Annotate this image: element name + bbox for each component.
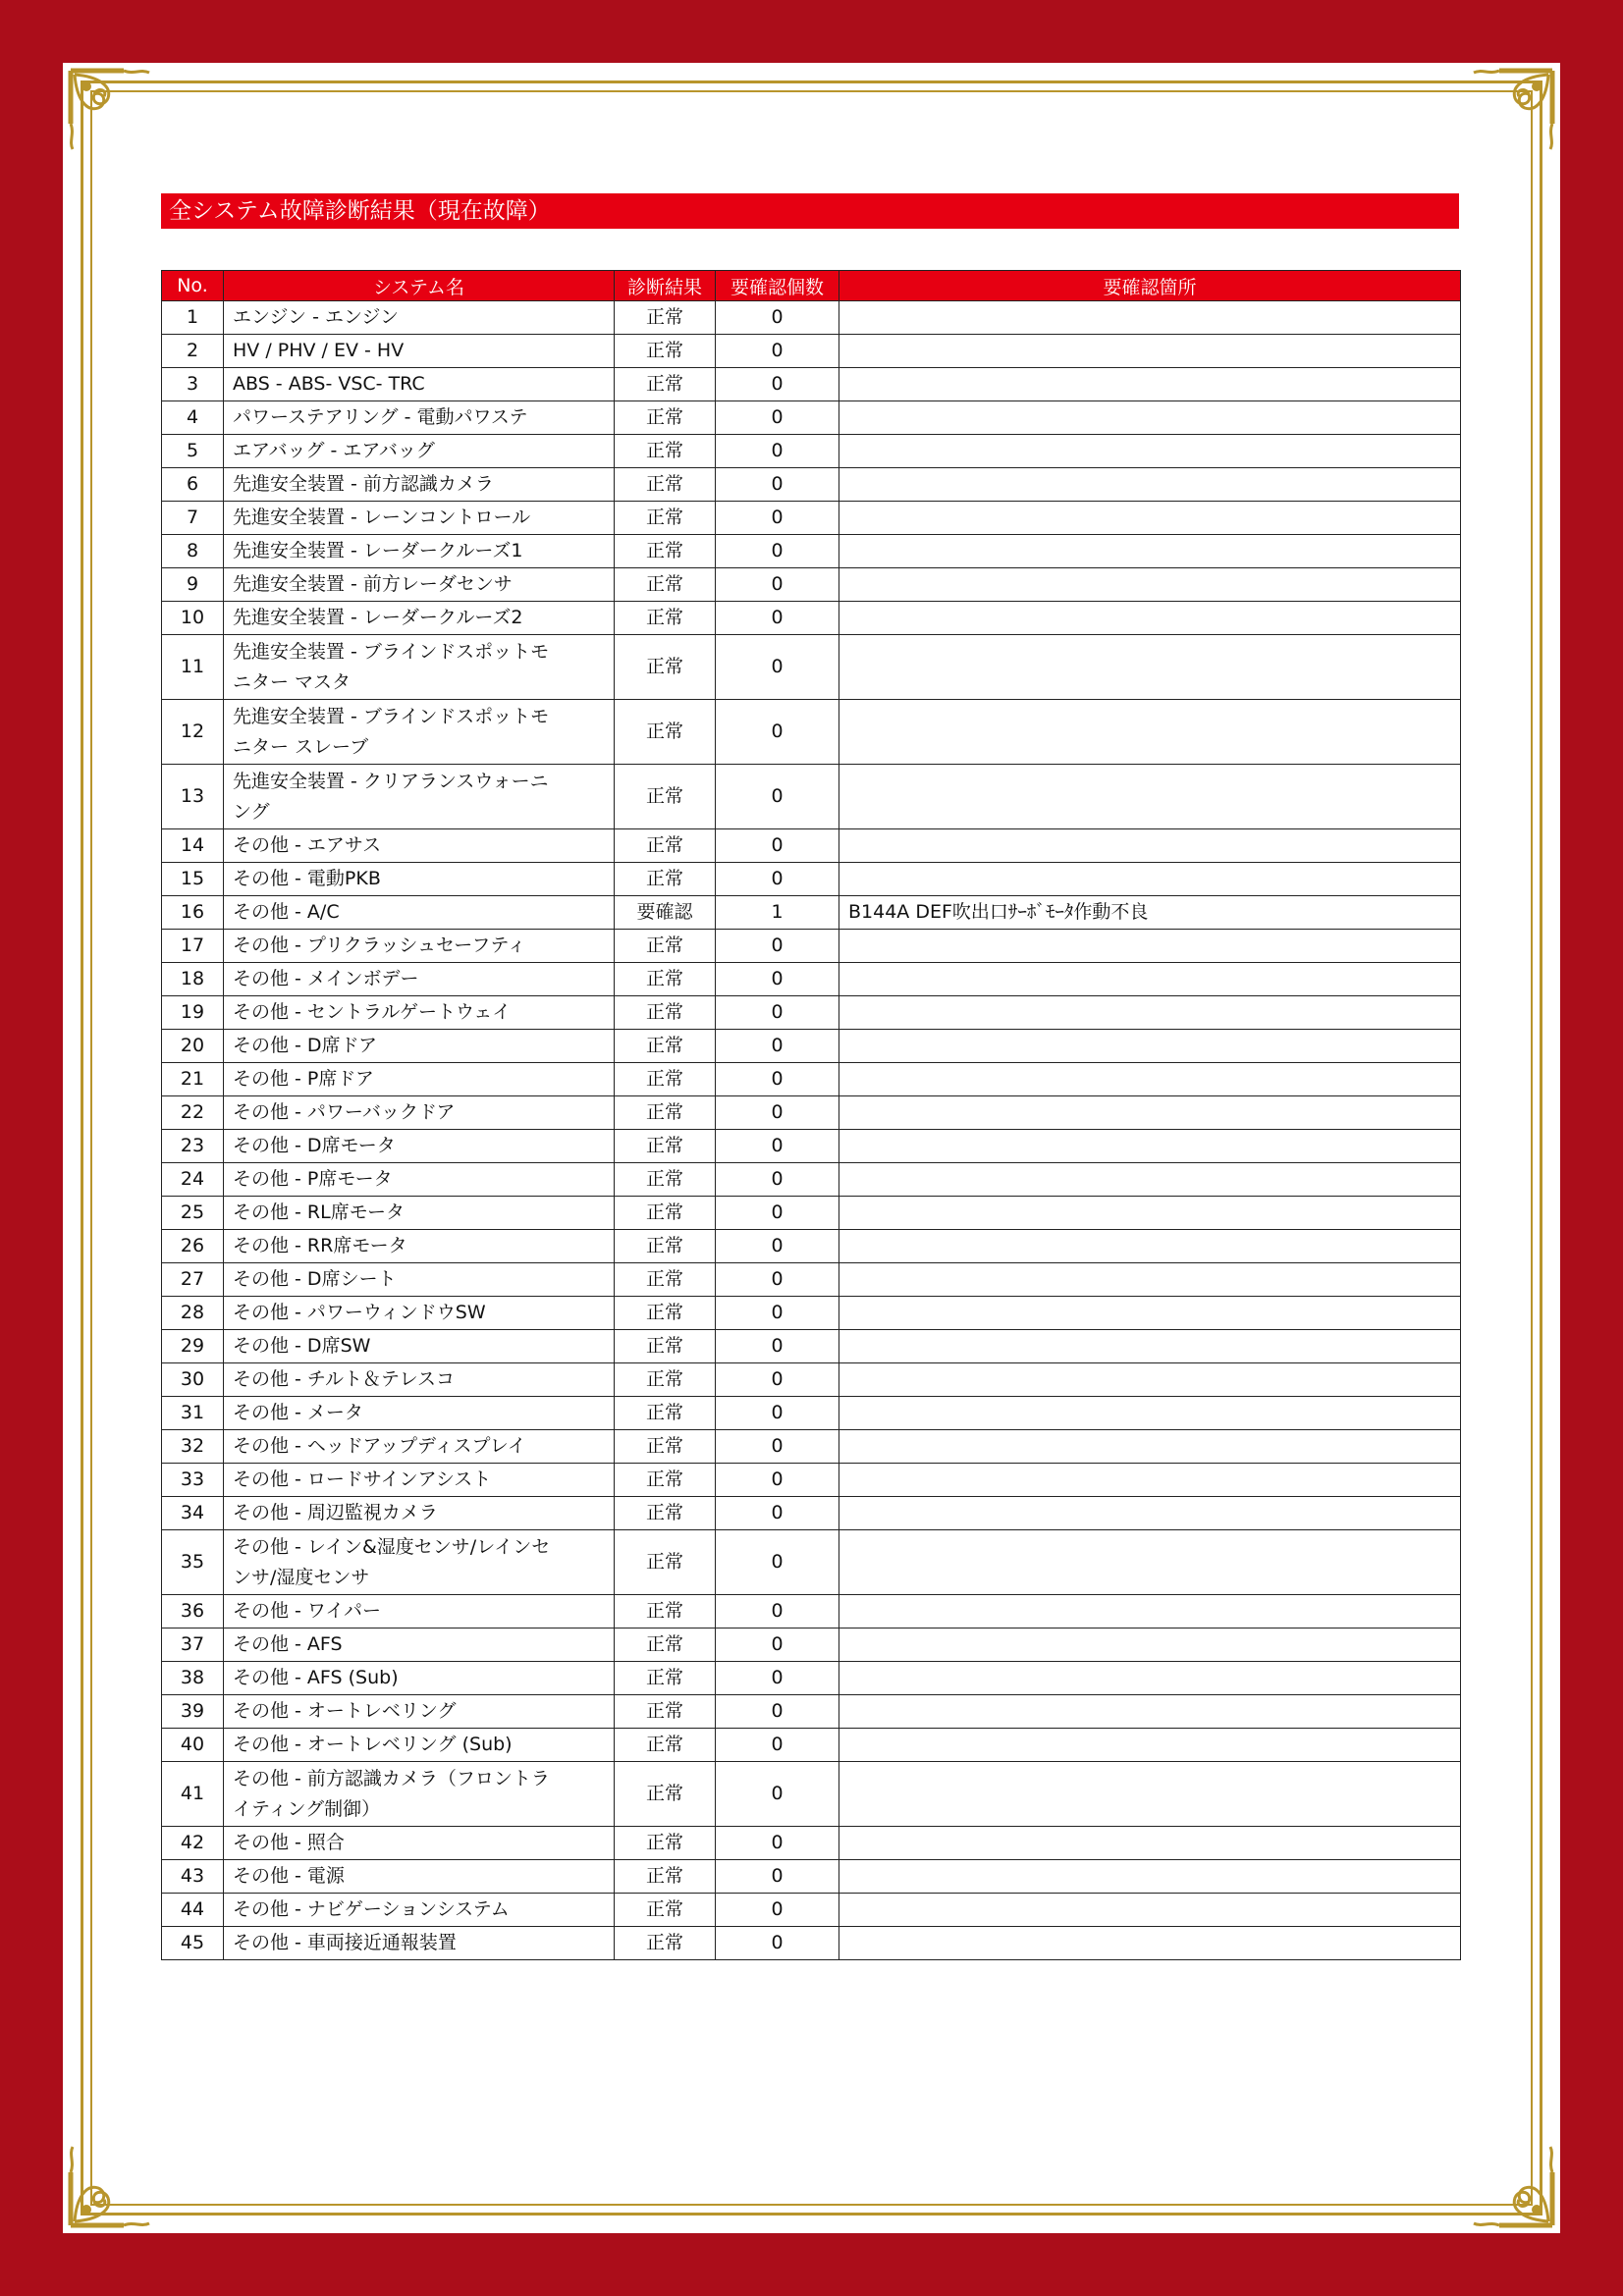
- row-result: 正常: [615, 1860, 716, 1894]
- row-result: 正常: [615, 963, 716, 996]
- header-check-location: 要確認箇所: [839, 271, 1461, 301]
- row-system-name: その他 - 周辺監視カメラ: [224, 1497, 615, 1530]
- row-check-count: 0: [716, 1662, 839, 1695]
- ornament-corner-icon: [65, 65, 153, 153]
- row-system-name-line2: ニター マスタ: [233, 670, 352, 693]
- row-result: 正常: [615, 1330, 716, 1363]
- table-row: [162, 435, 1461, 468]
- row-no: 33: [162, 1464, 224, 1497]
- table-row: [162, 1430, 1461, 1464]
- row-check-count: 0: [716, 1530, 839, 1595]
- row-check-location: [839, 1430, 1461, 1464]
- row-system-name-line1: 先進安全装置 - ブラインドスポットモ: [233, 640, 550, 663]
- table-body: [162, 301, 1461, 1960]
- row-result: 正常: [615, 1530, 716, 1595]
- row-result: 正常: [615, 863, 716, 896]
- row-check-location: [839, 1762, 1461, 1827]
- row-result: 正常: [615, 502, 716, 535]
- row-no: 21: [162, 1063, 224, 1096]
- row-system-name: その他 - D席SW: [224, 1330, 615, 1363]
- row-result: 要確認: [615, 896, 716, 930]
- row-check-count: 0: [716, 435, 839, 468]
- row-check-count: 0: [716, 1130, 839, 1163]
- row-system-name: 先進安全装置 - 前方認識カメラ: [224, 468, 615, 502]
- row-system-name: エンジン - エンジン: [224, 301, 615, 335]
- row-result: 正常: [615, 1762, 716, 1827]
- row-no: 20: [162, 1030, 224, 1063]
- row-result: 正常: [615, 401, 716, 435]
- row-system-name: その他 - 照合: [224, 1827, 615, 1860]
- table-row: [162, 335, 1461, 368]
- row-no: 35: [162, 1530, 224, 1595]
- row-check-count: 0: [716, 468, 839, 502]
- row-result: 正常: [615, 301, 716, 335]
- row-check-count: 0: [716, 1163, 839, 1197]
- row-check-location: [839, 568, 1461, 602]
- row-check-location: [839, 1827, 1461, 1860]
- row-check-count: 0: [716, 535, 839, 568]
- row-system-name: その他 - セントラルゲートウェイ: [224, 996, 615, 1030]
- row-no: 10: [162, 602, 224, 635]
- row-check-count: 0: [716, 401, 839, 435]
- row-no: 41: [162, 1762, 224, 1827]
- table-row: [162, 1595, 1461, 1629]
- ornament-corner-icon: [1470, 65, 1558, 153]
- row-result: 正常: [615, 700, 716, 765]
- row-check-count: 0: [716, 1695, 839, 1729]
- table-row: [162, 602, 1461, 635]
- row-no: 1: [162, 301, 224, 335]
- row-check-count: 0: [716, 1230, 839, 1263]
- table-header-row: [162, 271, 1461, 301]
- row-check-count: 0: [716, 1894, 839, 1927]
- row-system-name: その他 - P席ドア: [224, 1063, 615, 1096]
- row-check-count: 0: [716, 829, 839, 863]
- table-row: [162, 896, 1461, 930]
- row-system-name: HV / PHV / EV - HV: [224, 335, 615, 368]
- row-system-name: その他 - D席モータ: [224, 1130, 615, 1163]
- table-row: [162, 1063, 1461, 1096]
- row-result: 正常: [615, 1497, 716, 1530]
- row-check-count: 0: [716, 1263, 839, 1297]
- row-no: 43: [162, 1860, 224, 1894]
- table-row: [162, 1096, 1461, 1130]
- table-row: [162, 1729, 1461, 1762]
- row-system-name-line2: ング: [233, 800, 270, 823]
- row-system-name-line2: ンサ/湿度センサ: [233, 1566, 370, 1588]
- row-system-name: その他 - RL席モータ: [224, 1197, 615, 1230]
- row-result: 正常: [615, 829, 716, 863]
- row-check-location: [839, 1063, 1461, 1096]
- row-no: 5: [162, 435, 224, 468]
- row-system-name: その他 - ロードサインアシスト: [224, 1464, 615, 1497]
- row-check-count: 0: [716, 301, 839, 335]
- row-result: 正常: [615, 1263, 716, 1297]
- row-check-location: [839, 401, 1461, 435]
- row-check-count: 0: [716, 568, 839, 602]
- row-system-name: その他 - チルト＆テレスコ: [224, 1363, 615, 1397]
- table-row: [162, 1497, 1461, 1530]
- row-system-name: その他 - 車両接近通報装置: [224, 1927, 615, 1960]
- row-system-name-line1: 先進安全装置 - クリアランスウォーニ: [233, 770, 549, 792]
- table-row: [162, 930, 1461, 963]
- row-check-location: [839, 1530, 1461, 1595]
- table-row: [162, 963, 1461, 996]
- row-system-name: その他 - ナビゲーションシステム: [224, 1894, 615, 1927]
- row-no: 40: [162, 1729, 224, 1762]
- row-result: 正常: [615, 435, 716, 468]
- table-row: [162, 1827, 1461, 1860]
- row-system-name: [224, 1530, 615, 1595]
- row-result: 正常: [615, 635, 716, 700]
- row-system-name: その他 - パワーバックドア: [224, 1096, 615, 1130]
- row-no: 3: [162, 368, 224, 401]
- row-no: 29: [162, 1330, 224, 1363]
- row-check-location: [839, 1464, 1461, 1497]
- row-system-name: その他 - D席シート: [224, 1263, 615, 1297]
- table-row: [162, 1629, 1461, 1662]
- row-check-location: [839, 1197, 1461, 1230]
- row-check-location: [839, 1130, 1461, 1163]
- row-result: 正常: [615, 1595, 716, 1629]
- row-no: 12: [162, 700, 224, 765]
- row-no: 38: [162, 1662, 224, 1695]
- row-no: 15: [162, 863, 224, 896]
- row-check-location: [839, 1163, 1461, 1197]
- row-result: 正常: [615, 1197, 716, 1230]
- row-no: 42: [162, 1827, 224, 1860]
- row-no: 30: [162, 1363, 224, 1397]
- header-check-count: 要確認個数: [716, 271, 839, 301]
- row-check-location: [839, 1330, 1461, 1363]
- row-check-location: [839, 963, 1461, 996]
- table-row: [162, 700, 1461, 765]
- row-no: 39: [162, 1695, 224, 1729]
- row-no: 13: [162, 765, 224, 829]
- row-check-location: [839, 1297, 1461, 1330]
- row-no: 6: [162, 468, 224, 502]
- row-no: 45: [162, 1927, 224, 1960]
- row-check-location: [839, 1927, 1461, 1960]
- table-row: [162, 401, 1461, 435]
- row-check-location: [839, 930, 1461, 963]
- row-no: 26: [162, 1230, 224, 1263]
- row-check-count: 0: [716, 700, 839, 765]
- row-check-count: 0: [716, 1363, 839, 1397]
- row-check-location: [839, 335, 1461, 368]
- row-system-name-line1: 先進安全装置 - ブラインドスポットモ: [233, 705, 550, 727]
- row-system-name: その他 - オートレベリング: [224, 1695, 615, 1729]
- row-check-location: [839, 1629, 1461, 1662]
- table-row: [162, 1263, 1461, 1297]
- report-title: 全システム故障診断結果（現在故障）: [161, 193, 1459, 229]
- row-no: 25: [162, 1197, 224, 1230]
- row-system-name-line2: イティング制御）: [233, 1797, 381, 1820]
- row-no: 19: [162, 996, 224, 1030]
- row-check-count: 0: [716, 502, 839, 535]
- row-check-count: 0: [716, 863, 839, 896]
- row-check-location: B144A DEF吹出口ｻｰﾎﾞﾓｰﾀ作動不良: [839, 896, 1461, 930]
- row-system-name: 先進安全装置 - レーダークルーズ2: [224, 602, 615, 635]
- row-system-name: その他 - A/C: [224, 896, 615, 930]
- row-check-location: [839, 863, 1461, 896]
- row-system-name: [224, 635, 615, 700]
- row-no: 16: [162, 896, 224, 930]
- row-no: 27: [162, 1263, 224, 1297]
- diagnosis-table: [161, 270, 1461, 1960]
- row-system-name: [224, 765, 615, 829]
- row-system-name: その他 - 電源: [224, 1860, 615, 1894]
- row-system-name: その他 - RR席モータ: [224, 1230, 615, 1263]
- row-check-count: 0: [716, 1096, 839, 1130]
- row-check-count: 0: [716, 1330, 839, 1363]
- row-no: 9: [162, 568, 224, 602]
- row-no: 17: [162, 930, 224, 963]
- row-check-count: 0: [716, 1595, 839, 1629]
- table-row: [162, 1530, 1461, 1595]
- row-result: 正常: [615, 765, 716, 829]
- row-system-name-line1: その他 - レイン&湿度センサ/レインセ: [233, 1535, 551, 1558]
- row-result: 正常: [615, 535, 716, 568]
- table-row: [162, 1894, 1461, 1927]
- row-result: 正常: [615, 1397, 716, 1430]
- row-check-count: 0: [716, 1397, 839, 1430]
- row-no: 8: [162, 535, 224, 568]
- row-result: 正常: [615, 1163, 716, 1197]
- row-check-count: 0: [716, 368, 839, 401]
- row-check-location: [839, 368, 1461, 401]
- row-system-name: [224, 700, 615, 765]
- row-system-name: その他 - AFS (Sub): [224, 1662, 615, 1695]
- row-system-name-line2: ニター スレーブ: [233, 735, 369, 758]
- row-system-name: 先進安全装置 - レーダークルーズ1: [224, 535, 615, 568]
- row-system-name: その他 - オートレベリング (Sub): [224, 1729, 615, 1762]
- row-check-location: [839, 535, 1461, 568]
- row-system-name: エアバッグ - エアバッグ: [224, 435, 615, 468]
- header-no: No.: [162, 271, 224, 301]
- row-check-location: [839, 1695, 1461, 1729]
- row-no: 36: [162, 1595, 224, 1629]
- row-system-name: その他 - プリクラッシュセーフティ: [224, 930, 615, 963]
- row-no: 14: [162, 829, 224, 863]
- row-system-name: その他 - ワイパー: [224, 1595, 615, 1629]
- row-no: 4: [162, 401, 224, 435]
- row-check-count: 1: [716, 896, 839, 930]
- row-result: 正常: [615, 335, 716, 368]
- row-result: 正常: [615, 1695, 716, 1729]
- row-check-count: 0: [716, 1063, 839, 1096]
- row-check-count: 0: [716, 602, 839, 635]
- row-check-location: [839, 1263, 1461, 1297]
- row-result: 正常: [615, 1030, 716, 1063]
- table-row: [162, 1927, 1461, 1960]
- table-row: [162, 1130, 1461, 1163]
- row-system-name: その他 - パワーウィンドウSW: [224, 1297, 615, 1330]
- row-system-name: ABS - ABS- VSC- TRC: [224, 368, 615, 401]
- row-check-count: 0: [716, 1860, 839, 1894]
- row-result: 正常: [615, 568, 716, 602]
- row-system-name: その他 - ヘッドアップディスプレイ: [224, 1430, 615, 1464]
- row-check-location: [839, 829, 1461, 863]
- row-check-count: 0: [716, 1497, 839, 1530]
- row-check-count: 0: [716, 1464, 839, 1497]
- table-row: [162, 535, 1461, 568]
- row-check-location: [839, 1595, 1461, 1629]
- table-row: [162, 1464, 1461, 1497]
- table-row: [162, 1297, 1461, 1330]
- table-row: [162, 502, 1461, 535]
- row-system-name: その他 - メータ: [224, 1397, 615, 1430]
- row-no: 18: [162, 963, 224, 996]
- row-system-name: 先進安全装置 - 前方レーダセンサ: [224, 568, 615, 602]
- row-result: 正常: [615, 1063, 716, 1096]
- row-check-count: 0: [716, 335, 839, 368]
- row-check-count: 0: [716, 930, 839, 963]
- table-row: [162, 1197, 1461, 1230]
- row-result: 正常: [615, 930, 716, 963]
- row-check-count: 0: [716, 1762, 839, 1827]
- row-check-location: [839, 1096, 1461, 1130]
- row-check-location: [839, 765, 1461, 829]
- table-row: [162, 996, 1461, 1030]
- table-row: [162, 765, 1461, 829]
- row-result: 正常: [615, 1629, 716, 1662]
- table-row: [162, 468, 1461, 502]
- row-check-count: 0: [716, 963, 839, 996]
- row-check-location: [839, 1894, 1461, 1927]
- row-result: 正常: [615, 1927, 716, 1960]
- header-system-name: システム名: [224, 271, 615, 301]
- row-system-name: その他 - メインボデー: [224, 963, 615, 996]
- row-no: 44: [162, 1894, 224, 1927]
- row-result: 正常: [615, 468, 716, 502]
- row-no: 22: [162, 1096, 224, 1130]
- row-system-name: [224, 1762, 615, 1827]
- row-check-count: 0: [716, 1629, 839, 1662]
- table-row: [162, 1030, 1461, 1063]
- table-row: [162, 1695, 1461, 1729]
- row-check-count: 0: [716, 996, 839, 1030]
- ornament-corner-icon: [1470, 2143, 1558, 2231]
- row-check-location: [839, 602, 1461, 635]
- row-no: 24: [162, 1163, 224, 1197]
- row-check-count: 0: [716, 635, 839, 700]
- table-row: [162, 1662, 1461, 1695]
- row-check-count: 0: [716, 765, 839, 829]
- row-no: 37: [162, 1629, 224, 1662]
- row-result: 正常: [615, 602, 716, 635]
- row-no: 28: [162, 1297, 224, 1330]
- row-result: 正常: [615, 1729, 716, 1762]
- table-row: [162, 1363, 1461, 1397]
- row-result: 正常: [615, 996, 716, 1030]
- row-no: 31: [162, 1397, 224, 1430]
- table-row: [162, 568, 1461, 602]
- row-result: 正常: [615, 1363, 716, 1397]
- row-check-location: [839, 468, 1461, 502]
- row-check-location: [839, 700, 1461, 765]
- row-result: 正常: [615, 1827, 716, 1860]
- row-check-count: 0: [716, 1297, 839, 1330]
- table-row: [162, 301, 1461, 335]
- row-result: 正常: [615, 1430, 716, 1464]
- row-no: 2: [162, 335, 224, 368]
- row-check-location: [839, 1030, 1461, 1063]
- table-row: [162, 1230, 1461, 1263]
- row-result: 正常: [615, 1894, 716, 1927]
- row-check-count: 0: [716, 1927, 839, 1960]
- row-no: 34: [162, 1497, 224, 1530]
- row-check-count: 0: [716, 1030, 839, 1063]
- row-system-name-line1: その他 - 前方認識カメラ（フロントラ: [233, 1767, 550, 1789]
- row-no: 11: [162, 635, 224, 700]
- row-system-name: 先進安全装置 - レーンコントロール: [224, 502, 615, 535]
- table-row: [162, 863, 1461, 896]
- header-result: 診断結果: [615, 271, 716, 301]
- row-check-location: [839, 1729, 1461, 1762]
- row-check-location: [839, 301, 1461, 335]
- row-check-location: [839, 635, 1461, 700]
- row-check-count: 0: [716, 1197, 839, 1230]
- table-row: [162, 1860, 1461, 1894]
- row-check-location: [839, 435, 1461, 468]
- table-row: [162, 829, 1461, 863]
- table-row: [162, 1762, 1461, 1827]
- row-no: 32: [162, 1430, 224, 1464]
- table-row: [162, 635, 1461, 700]
- table-row: [162, 1397, 1461, 1430]
- row-result: 正常: [615, 1662, 716, 1695]
- table-row: [162, 368, 1461, 401]
- row-no: 23: [162, 1130, 224, 1163]
- row-system-name: その他 - 電動PKB: [224, 863, 615, 896]
- row-check-location: [839, 1497, 1461, 1530]
- row-result: 正常: [615, 1297, 716, 1330]
- table-row: [162, 1330, 1461, 1363]
- row-system-name: その他 - AFS: [224, 1629, 615, 1662]
- row-check-count: 0: [716, 1827, 839, 1860]
- row-result: 正常: [615, 1130, 716, 1163]
- row-check-count: 0: [716, 1430, 839, 1464]
- row-result: 正常: [615, 1230, 716, 1263]
- row-check-count: 0: [716, 1729, 839, 1762]
- row-check-location: [839, 996, 1461, 1030]
- row-check-location: [839, 1860, 1461, 1894]
- row-check-location: [839, 1397, 1461, 1430]
- row-check-location: [839, 502, 1461, 535]
- row-result: 正常: [615, 1464, 716, 1497]
- row-system-name: その他 - エアサス: [224, 829, 615, 863]
- row-check-location: [839, 1363, 1461, 1397]
- ornament-corner-icon: [65, 2143, 153, 2231]
- row-system-name: その他 - D席ドア: [224, 1030, 615, 1063]
- row-result: 正常: [615, 1096, 716, 1130]
- row-system-name: パワーステアリング - 電動パワステ: [224, 401, 615, 435]
- row-no: 7: [162, 502, 224, 535]
- row-check-location: [839, 1230, 1461, 1263]
- row-result: 正常: [615, 368, 716, 401]
- row-check-location: [839, 1662, 1461, 1695]
- row-system-name: その他 - P席モータ: [224, 1163, 615, 1197]
- table-row: [162, 1163, 1461, 1197]
